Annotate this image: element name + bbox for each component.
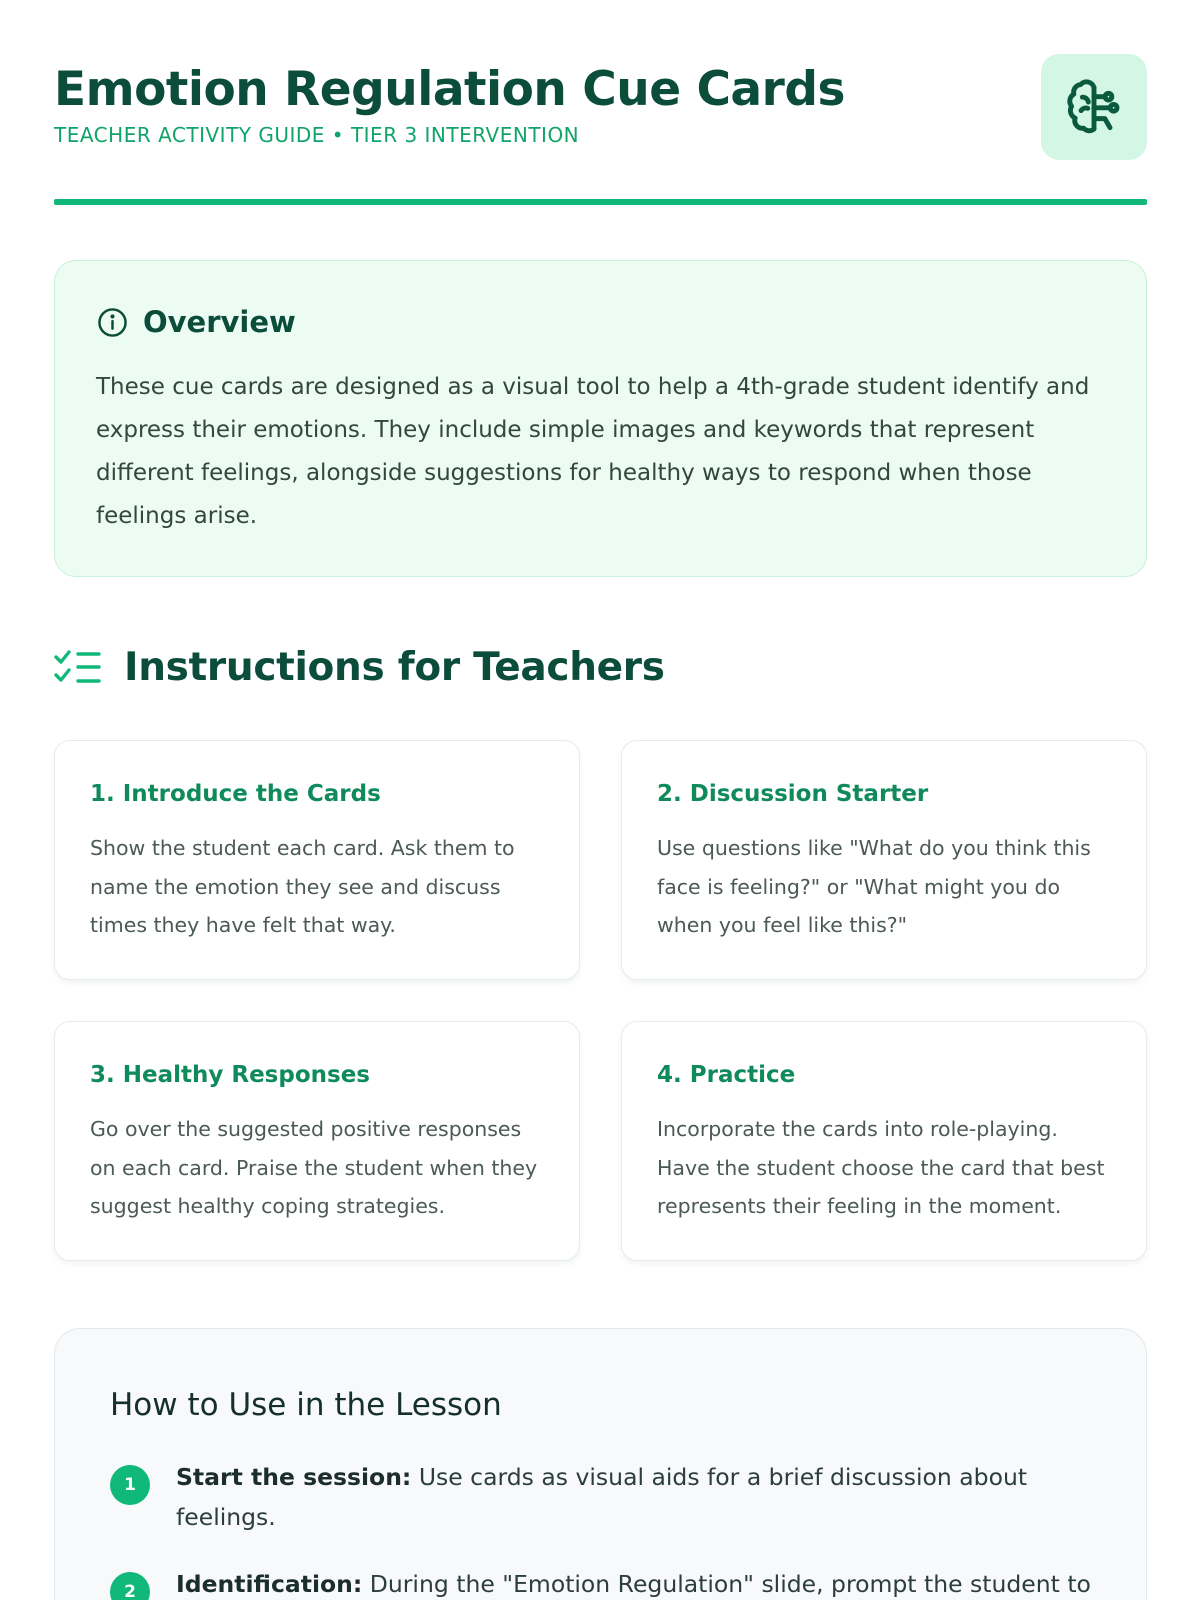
instruction-card-text: Incorporate the cards into role-playing. Have the student choose the card that best represents their feeling in the moment.	[657, 1117, 1105, 1218]
step-number-badge: 1	[110, 1465, 150, 1505]
instructions-title: Instructions for Teachers	[124, 645, 665, 690]
brain-badge	[1041, 54, 1147, 160]
instruction-card	[621, 1021, 1147, 1261]
info-icon	[96, 306, 129, 339]
page-subtitle: TEACHER ACTIVITY GUIDE • TIER 3 INTERVENTION	[54, 123, 580, 147]
step-text	[176, 1457, 1100, 1537]
instruction-card	[621, 740, 1147, 980]
lesson-title: How to Use in the Lesson	[110, 1387, 502, 1423]
step-body: During the "Emotion Regulation" slide, prompt the student to	[362, 1570, 1091, 1598]
lesson-step	[110, 1457, 1100, 1537]
lesson-panel	[54, 1328, 1147, 1600]
page	[54, 0, 1147, 1600]
instruction-card-title: 2. Discussion Starter	[657, 781, 929, 807]
page-title: Emotion Regulation Cue Cards	[54, 62, 845, 117]
instruction-card-text: Go over the suggested positive responses on each card. Praise the student when they suggest healthy coping strategies.	[90, 1117, 538, 1218]
step-text	[176, 1564, 1091, 1600]
step-number-badge: 2	[110, 1572, 150, 1600]
header	[54, 52, 1147, 160]
instruction-card-title: 1. Introduce the Cards	[90, 781, 381, 807]
overview-panel	[54, 260, 1147, 577]
instruction-card-title: 4. Practice	[657, 1062, 796, 1088]
overview-header	[96, 305, 296, 339]
instruction-card-title: 3. Healthy Responses	[90, 1062, 370, 1088]
step-label: Identification:	[176, 1570, 363, 1598]
instruction-card-text: Use questions like "What do you think this face is feeling?" or "What might you do when you feel like this?"	[657, 836, 1091, 937]
checklist-icon	[54, 648, 102, 688]
instruction-card-text: Show the student each card. Ask them to name the emotion they see and discuss times they have felt that way.	[90, 836, 515, 937]
instruction-card	[54, 740, 580, 980]
overview-title: Overview	[143, 305, 296, 339]
step-label: Start the session:	[176, 1463, 412, 1491]
lesson-step	[110, 1564, 1100, 1600]
overview-text: These cue cards are designed as a visual tool to help a 4th-grade student identify and express their emotions. They include simple images and keywords that represent different feelings, alongside suggestions for healthy ways to respond when those feelings arise.	[96, 374, 1090, 529]
brain-icon	[1063, 76, 1125, 138]
step-body: Use cards as visual aids for a brief discussion about feelings.	[176, 1463, 1028, 1531]
instruction-card	[54, 1021, 580, 1261]
instructions-header	[54, 645, 665, 690]
header-divider	[54, 199, 1147, 205]
